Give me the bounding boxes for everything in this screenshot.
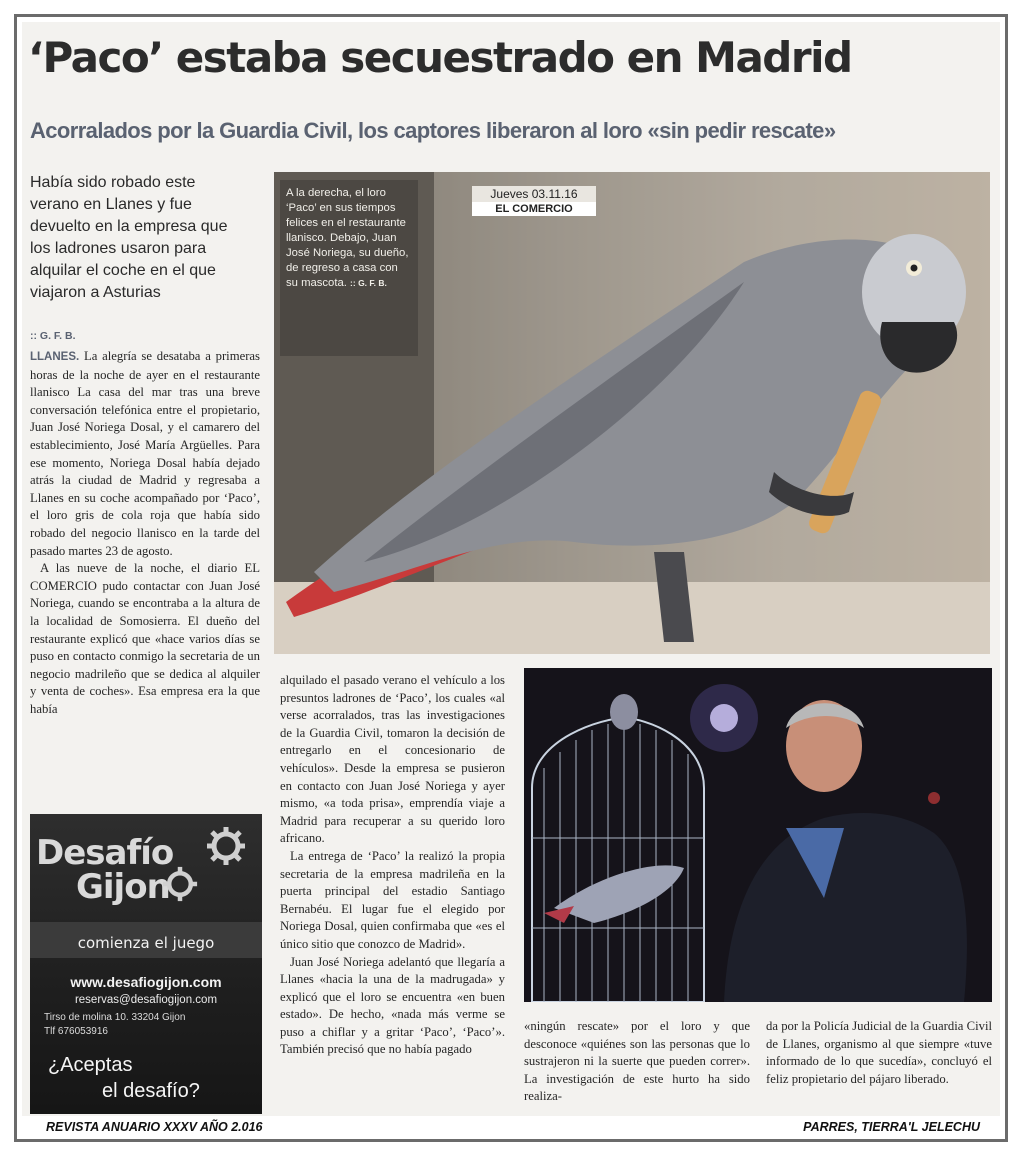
headline: ‘Paco’ estaba secuestrado en Madrid xyxy=(28,33,852,82)
lead-paragraph: Había sido robado este verano en Llanes y fue devuelto en la empresa que los ladrones usaron para alquilar el coche en el que viajaron a Asturias xyxy=(30,174,228,301)
ad-tagline: comienza el juego xyxy=(77,934,215,952)
newspaper-name: EL COMERCIO xyxy=(472,202,596,216)
parrot-photo xyxy=(274,172,990,654)
footer-left: REVISTA ANUARIO XXXV AÑO 2.016 xyxy=(46,1120,263,1134)
date-label: Jueves 03.11.16 xyxy=(472,186,596,202)
date-stamp xyxy=(472,186,596,216)
paragraph: La entrega de ‘Paco’ la realizó la propia secretaria de la empresa madrileña en la puerta principal del estadio Santiago Bernabéu. El lugar fue el elegido por Noriega Dosal, quien confirmaba que «es el único sitio que conozco de Madrid». xyxy=(280,848,505,951)
ad-email-link[interactable]: reservas@desafiogijon.com xyxy=(74,994,218,1006)
owner-photo xyxy=(524,668,992,1002)
ad-question-line-1: ¿Aceptas xyxy=(48,1054,133,1076)
ad-logo-line-2: Gijon xyxy=(76,867,170,907)
article-column-1 xyxy=(30,348,260,808)
advertisement-desafio-gijon xyxy=(30,814,262,1114)
article-column-2 xyxy=(280,672,505,1112)
ad-phone: Tlf 676053916 xyxy=(44,1026,108,1037)
ad-address: Tirso de molina 10. 33204 Gijon xyxy=(44,1012,186,1023)
ad-question-line-2: el desafío? xyxy=(102,1080,200,1102)
footer-right: PARRES, TIERRA'L JELECHU xyxy=(803,1120,980,1134)
paragraph: «ningún rescate» por el loro y que desconoce «quiénes son las personas que lo sustrajeron ni la suerte que pueden correr». La investigación de este hurto ha sido realiza- xyxy=(524,1019,750,1104)
article-column-4 xyxy=(766,1018,992,1114)
owner-with-cage-illustration xyxy=(524,668,992,1002)
caption-credit: :: G. F. B. xyxy=(350,278,387,288)
paragraph: La alegría se desataba a primeras horas de la noche de ayer en el restaurante llanisco La casa del mar tras una breve conversación telefónica entre el propietario, Juan José Noriega Dosal, y el camarero del establecimiento, José María Argüelles. Para ese momento, Noriega Dosal había dejado atrás la ciudad de Madrid y regresaba a Llanes en su coche acompañado por ‘Paco’, el loro gris de cola roja que había sido robado del negocio llanisco en la tarde del pasado martes 23 de agosto. xyxy=(30,349,260,558)
paragraph: Juan José Noriega adelantó que llegaría a Llanes «hacia la una de la madrugada» y explicó que el loro se encuentra «en buen estado». De hecho, «nada más verme se puso a chiflar y a gritar ‘Paco’, ‘Paco’». También precisó que no había pagado xyxy=(280,954,505,1057)
location-label: LLANES. xyxy=(30,351,80,363)
gear-icon xyxy=(206,826,246,866)
gear-icon xyxy=(162,866,198,902)
paragraph: A las nueve de la noche, el diario EL COMERCIO pudo contactar con Juan José Noriega, cuando se encontraba a la altura de la localidad de Somosierra. El dueño del restaurante explicó que «hace varios días se puso en contacto conmigo la secretaria de un negocio madrileño que se dedica al alquiler y venta de coches». Esa empresa era la que había xyxy=(30,561,260,716)
photo-caption: A la derecha, el loro ‘Paco’ en sus tiempos felices en el restaurante llanisco. Debajo, Juan José Noriega, su dueño, de regreso a casa con su mascota. :: G. F. B. xyxy=(280,180,418,356)
ad-logo-line-1: Desafío xyxy=(36,833,174,873)
newspaper-clipping xyxy=(22,22,1000,1116)
subheadline: Acorralados por la Guardia Civil, los captores liberaron al loro «sin pedir rescate» xyxy=(30,118,836,143)
byline: :: G. F. B. xyxy=(30,330,76,342)
paragraph: da por la Policía Judicial de la Guardia Civil de Llanes, organismo al que siempre «tuve informado de lo que sucedía», concluyó el feliz propietario del pájaro liberado. xyxy=(766,1019,992,1086)
article-column-3 xyxy=(524,1018,750,1114)
paragraph: alquilado el pasado verano el vehículo a los presuntos ladrones de ‘Paco’, los cuales «al verse acorralados, tras las investigaciones de la Guardia Civil, tomaron la decisión de entregarlo en el concesionario de vehículos». Desde la empresa se pusieron en contacto con Juan José Noriega y ayer mismo, «a toda prisa», emprendía viaje a Madrid para recuperar a su querido loro africano. xyxy=(280,673,505,846)
ad-website-link[interactable]: www.desafiogijon.com xyxy=(70,974,222,990)
